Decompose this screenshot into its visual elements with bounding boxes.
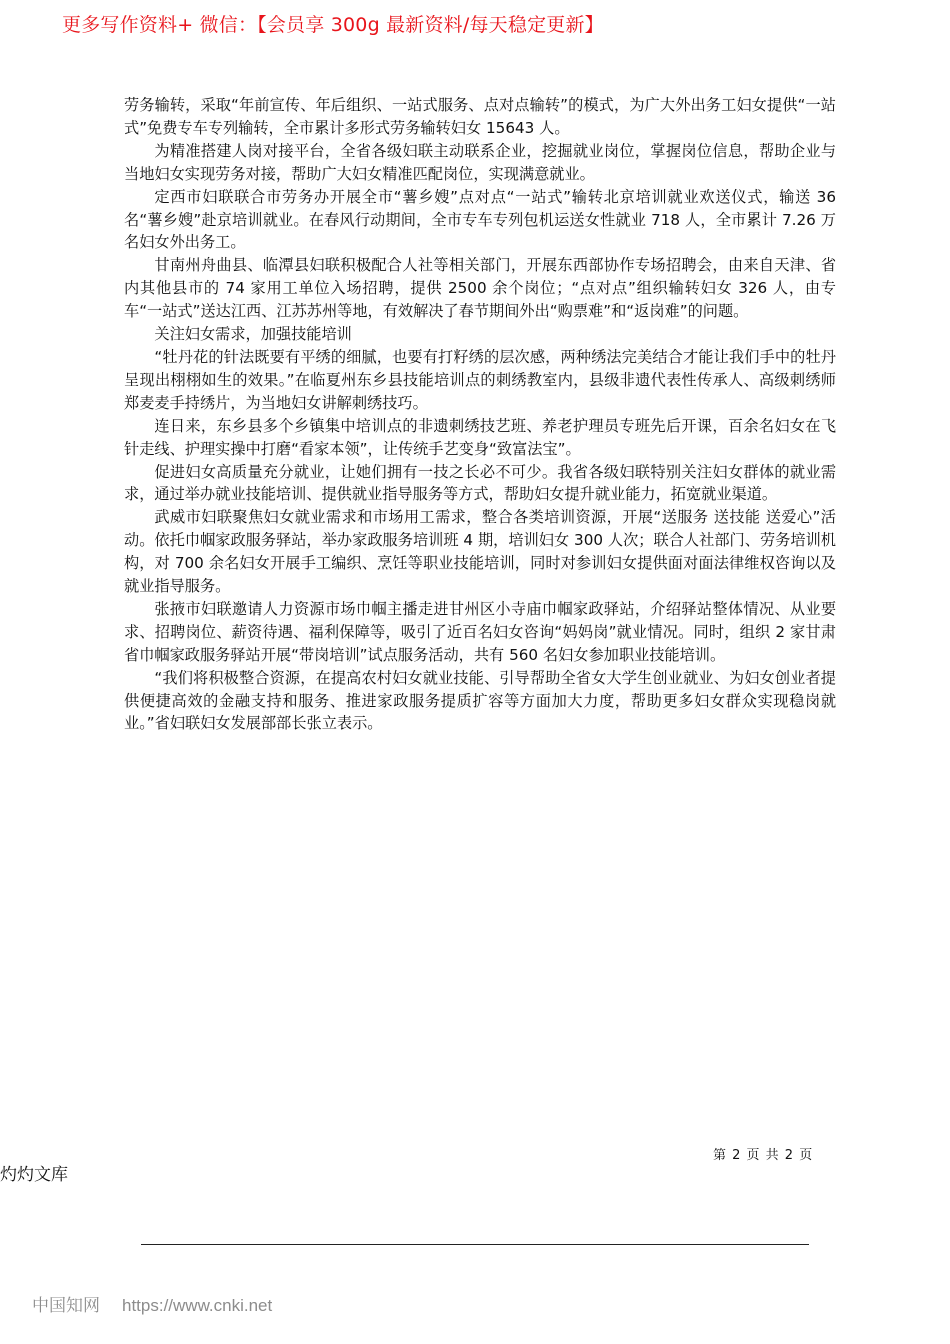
footer-divider: [141, 1244, 809, 1245]
paragraph-wuwei: 武威市妇联聚焦妇女就业需求和市场用工需求，整合各类培训资源，开展“送服务 送技能 送爱心”活动。依托巾帼家政服务驿站，举办家政服务培训班 4 期，培训妇女 300 人次；联合人社部门、劳务培训机构，对 700 余名妇女开展手工编织、烹饪等职业技能培训，同时对参训妇女提供面对面法律维权咨询以及就业指导服务。: [124, 508, 836, 596]
promo-banner: 更多写作资料+ 微信：【会员享 300g 最新资料/每天稳定更新】: [62, 14, 604, 36]
paragraph-zhangye: 张掖市妇联邀请人力资源市场巾帼主播走进甘州区小寺庙巾帼家政驿站，介绍驿站整体情况、从业要求、招聘岗位、薪资待遇、福利保障等，吸引了近百名妇女咨询“妈妈岗”就业情况。同时，组织 2 家甘肃省巾帼家政服务驿站开展“带岗培训”试点服务活动，共有 560 名妇女参加职业技能培训。: [124, 599, 836, 664]
article-body: [124, 94, 836, 735]
paragraph-gannan: 甘南州舟曲县、临潭县妇联积极配合人社等相关部门，开展东西部协作专场招聘会，由来自天津、省内其他县市的 74 家用工单位入场招聘，提供 2500 余个岗位；“点对点”组织输转妇女 326 人，由专车“一站式”送达江西、江苏苏州等地，有效解决了春节期间外出“购票难”和“返岗难”的问题。: [124, 256, 836, 321]
source-footer: [32, 1294, 272, 1318]
source-site-name: 中国知网: [32, 1296, 100, 1315]
paragraph-labor-transfer: 劳务输转，采取“年前宣传、年后组织、一站式服务、点对点输转”的模式，为广大外出务工妇女提供“一站式”免费专车专列输转，全市累计多形式劳务输转妇女 15643 人。: [124, 96, 836, 137]
paragraph-dongxiang: 连日来，东乡县多个乡镇集中培训点的非遗刺绣技艺班、养老护理员专班先后开课，百余名妇女在飞针走线、护理实操中打磨“看家本领”，让传统手艺变身“致富法宝”。: [124, 416, 836, 458]
page-number: 第 2 页 共 2 页: [713, 1148, 814, 1163]
paragraph-embroidery-quote: “牡丹花的针法既要有平绣的细腻，也要有打籽绣的层次感，两种绣法完美结合才能让我们手中的牡丹呈现出栩栩如生的效果。”在临夏州东乡县技能培训点的刺绣教室内，县级非遗代表性传承人、高级刺绣师郑麦麦手持绣片，为当地妇女讲解刺绣技巧。: [124, 347, 836, 412]
paragraph-dingxi: 定西市妇联联合市劳务办开展全市“薯乡嫂”点对点“一站式”输转北京培训就业欢送仪式，输送 36 名“薯乡嫂”赴京培训就业。在春风行动期间，全市专车专列包机运送女性就业 718 人，全市累计 7.26 万名妇女外出务工。: [124, 187, 836, 252]
paragraph-employment-promotion: 促进妇女高质量充分就业，让她们拥有一技之长必不可少。我省各级妇联特别关注妇女群体的就业需求，通过举办就业技能培训、提供就业指导服务等方式，帮助妇女提升就业能力，拓宽就业渠道。: [124, 462, 836, 504]
library-name: 灼灼文库: [0, 1165, 68, 1185]
source-url: https://www.cnki.net: [122, 1296, 273, 1315]
section-heading-skills-training: 关注妇女需求，加强技能培训: [154, 325, 352, 344]
paragraph-job-matching: 为精准搭建人岗对接平台，全省各级妇联主动联系企业，挖掘就业岗位，掌握岗位信息，帮助企业与当地妇女实现劳务对接，帮助广大妇女精准匹配岗位，实现满意就业。: [124, 141, 836, 183]
paragraph-closing-quote: “我们将积极整合资源，在提高农村妇女就业技能、引导帮助全省女大学生创业就业、为妇女创业者提供便捷高效的金融支持和服务、推进家政服务提质扩容等方面加大力度，帮助更多妇女群众实现稳岗就业。”省妇联妇女发展部部长张立表示。: [124, 668, 836, 733]
